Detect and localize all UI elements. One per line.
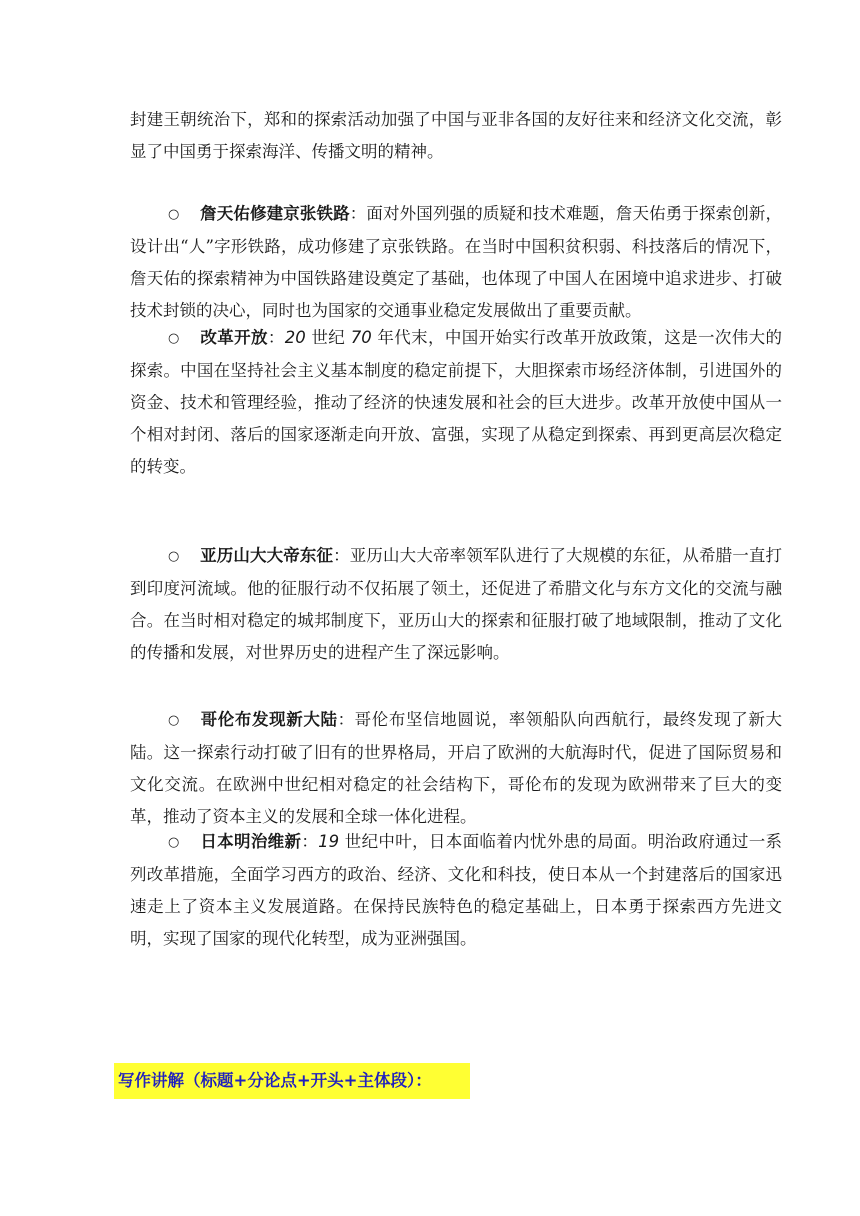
- item-text: ：亚历山大大帝率领军队进行了大规模的东征，从希腊一直打到印度河流域。他的征服行动不仅拓展了领土，还促进了希腊文化与东方文化的交流与融合。在当时相对稳定的城邦制度下，亚历山大的探索和征服打破了地域限制，推动了文化的传播和发展，对世界历史的进程产生了深远影响。: [130, 546, 783, 662]
- item-alexander: [130, 540, 782, 669]
- item-title: 詹天佑修建京张铁路: [200, 204, 350, 223]
- item-columbus: [130, 704, 782, 833]
- bullet-icon: ○: [168, 549, 180, 564]
- bullet-icon: ○: [168, 713, 180, 728]
- section-heading: 写作讲解（标题+分论点+开头+主体段）：: [114, 1063, 470, 1099]
- item-title: 哥伦布发现新大陆: [200, 710, 338, 729]
- item-number: 70: [350, 328, 372, 347]
- bullet-icon: ○: [168, 835, 180, 850]
- item-text-prefix: ：: [301, 832, 319, 851]
- item-title: 改革开放: [200, 328, 268, 347]
- item-meiji: [130, 826, 782, 955]
- item-text: ：面对外国列强的质疑和技术难题，詹天佑勇于探索创新，设计出“人”字形铁路，成功修建了京张铁路。在当时中国积贫积弱、科技落后的情况下，詹天佑的探索精神为中国铁路建设奠定了基础，也体现了中国人在困境中追求进步、打破技术封锁的决心，同时也为国家的交通事业稳定发展做出了重要贡献。: [130, 204, 783, 320]
- item-number: 20: [284, 328, 306, 347]
- item-text-mid: 世纪: [305, 328, 351, 347]
- item-text-prefix: ：: [267, 328, 285, 347]
- item-text: ：哥伦布坚信地圆说，率领船队向西航行，最终发现了新大陆。这一探索行动打破了旧有的世界格局，开启了欧洲的大航海时代，促进了国际贸易和文化交流。在欧洲中世纪相对稳定的社会结构下，哥伦布的发现为欧洲带来了巨大的变革，推动了资本主义的发展和全球一体化进程。: [130, 710, 783, 826]
- intro-paragraph: 封建王朝统治下，郑和的探索活动加强了中国与亚非各国的友好往来和经济文化交流，彰显了中国勇于探索海洋、传播文明的精神。: [130, 110, 782, 161]
- bullet-icon: ○: [168, 207, 180, 222]
- item-zhan-tianyou: [130, 198, 782, 327]
- item-reform-opening: [130, 322, 782, 483]
- item-text: 世纪中叶，日本面临着内忧外患的局面。明治政府通过一系列改革措施，全面学习西方的政治、经济、文化和科技，使日本从一个封建落后的国家迅速走上了资本主义发展道路。在保持民族特色的稳定基础上，日本勇于探索西方先进文明，实现了国家的现代化转型，成为亚洲强国。: [130, 832, 783, 948]
- bullet-icon: ○: [168, 331, 180, 346]
- item-number: 19: [318, 832, 340, 851]
- item-text: 年代末，中国开始实行改革开放政策，这是一次伟大的探索。中国在坚持社会主义基本制度的稳定前提下，大胆探索市场经济体制，引进国外的资金、技术和管理经验，推动了经济的快速发展和社会的巨大进步。改革开放使中国从一个相对封闭、落后的国家逐渐走向开放、富强，实现了从稳定到探索、再到更高层次稳定的转变。: [130, 328, 782, 476]
- item-title: 日本明治维新: [200, 832, 302, 851]
- item-title: 亚历山大大帝东征: [200, 546, 334, 565]
